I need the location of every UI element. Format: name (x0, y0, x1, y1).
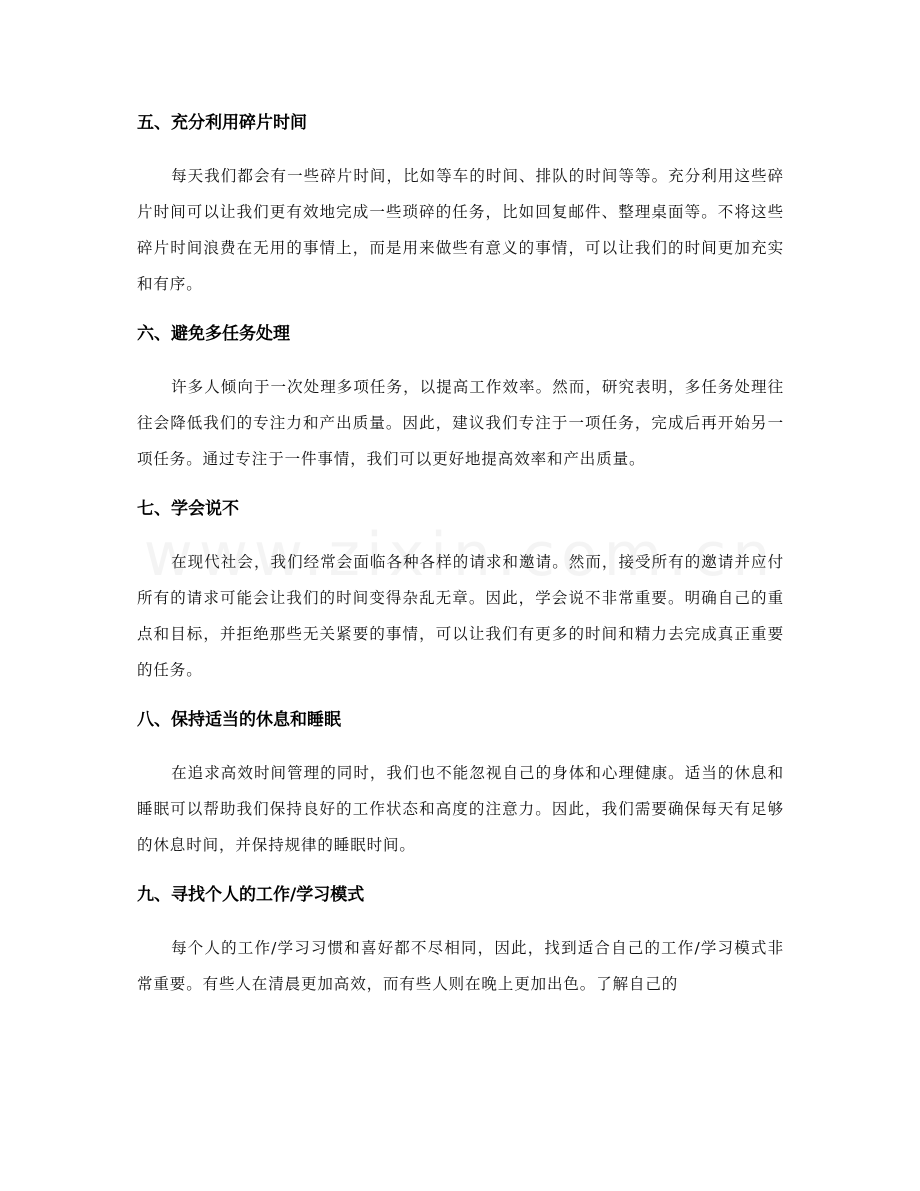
section-heading: 九、寻找个人的工作/学习模式 (137, 885, 365, 905)
section-heading: 八、保持适当的休息和睡眠 (137, 710, 341, 730)
section-heading: 六、避免多任务处理 (137, 324, 290, 344)
section-paragraph: 每天我们都会有一些碎片时间，比如等车的时间、排队的时间等等。充分利用这些碎片时间可以让我们更有效地完成一些琐碎的任务，比如回复邮件、整理桌面等。不将这些碎片时间浪费在无用的事情上，而是用来做些有意义的事情，可以让我们的时间更加充实和有序。 (137, 167, 784, 293)
section-heading: 七、学会说不 (137, 499, 239, 519)
section-paragraph: 许多人倾向于一次处理多项任务，以提高工作效率。然而，研究表明，多任务处理往往会降低我们的专注力和产出质量。因此，建议我们专注于一项任务，完成后再开始另一项任务。通过专注于一件事情，我们可以更好地提高效率和产出质量。 (137, 378, 784, 468)
section-9 (137, 880, 784, 1002)
section-heading: 五、充分利用碎片时间 (137, 113, 307, 133)
section-paragraph: 在现代社会，我们经常会面临各种各样的请求和邀请。然而，接受所有的邀请并应付所有的请求可能会让我们的时间变得杂乱无章。因此，学会说不非常重要。明确自己的重点和目标，并拒绝那些无关紧要的事情，可以让我们有更多的时间和精力去完成真正重要的任务。 (137, 553, 784, 679)
section-paragraph: 每个人的工作/学习习惯和喜好都不尽相同，因此，找到适合自己的工作/学习模式非常重要。有些人在清晨更加高效，而有些人则在晚上更加出色。了解自己的 (137, 939, 784, 993)
section-6 (137, 319, 784, 477)
section-8 (137, 705, 784, 863)
section-5 (137, 108, 784, 302)
document-content (137, 108, 784, 1019)
section-paragraph: 在追求高效时间管理的同时，我们也不能忽视自己的身体和心理健康。适当的休息和睡眠可以帮助我们保持良好的工作状态和高度的注意力。因此，我们需要确保每天有足够的休息时间，并保持规律的睡眠时间。 (137, 764, 784, 854)
section-7 (137, 494, 784, 688)
